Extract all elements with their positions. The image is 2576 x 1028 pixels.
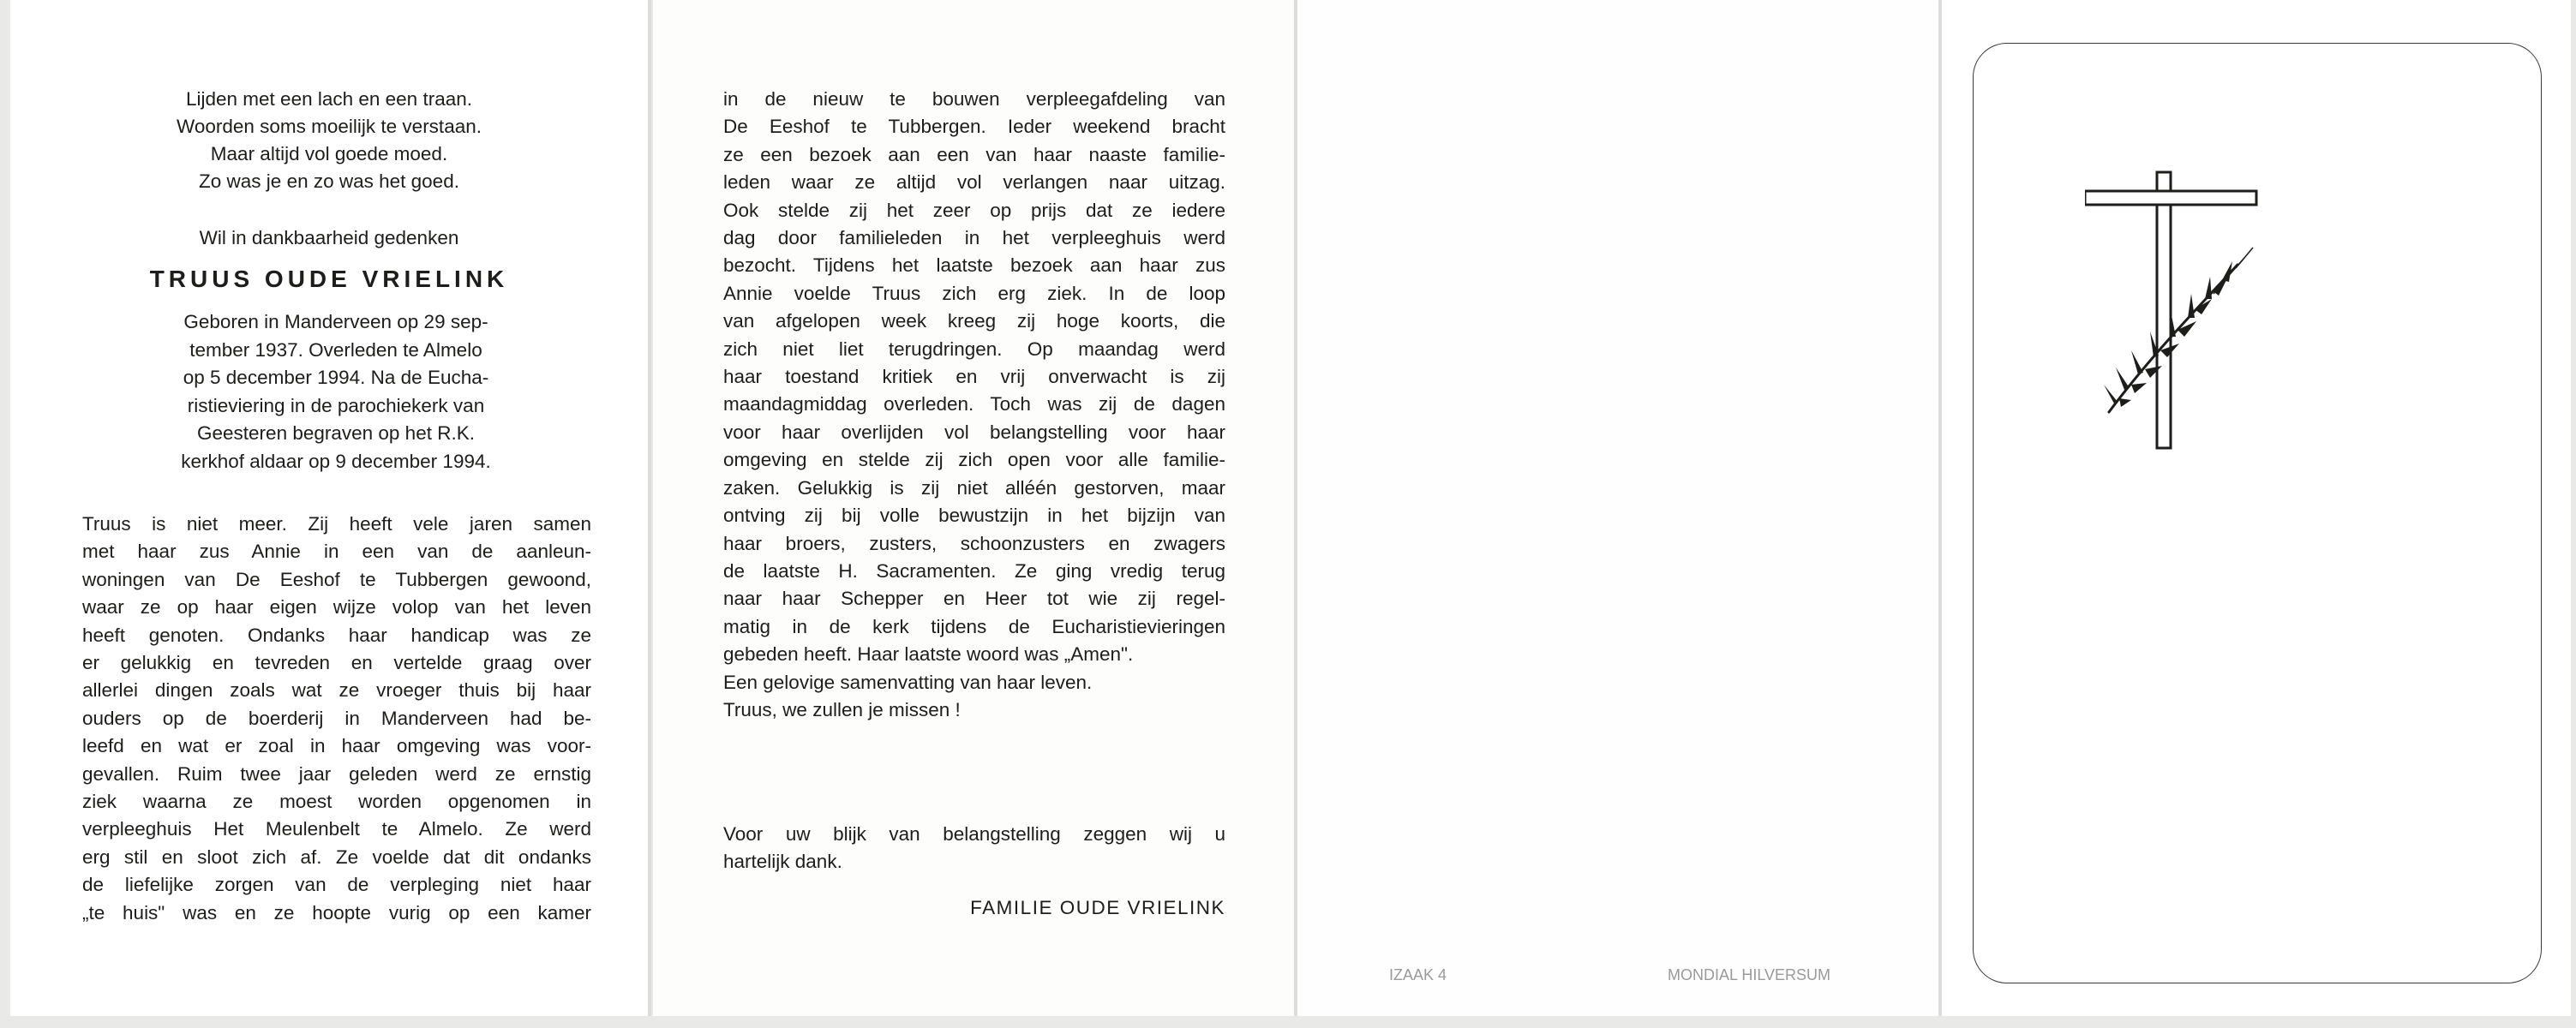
cover-border-frame [1973,43,2542,983]
biography-line: met haar zus Annie in een van de aanleun- [82,541,591,563]
poem-line: Woorden soms moeilijk te verstaan. [177,116,482,137]
biography-line: de laatste H. Sacramenten. Ze ging vredig terug [723,559,1225,582]
biography-line: gebeden heeft. Haar laatste woord was „Amen". [723,643,1134,666]
poem-line: Maar altijd vol goede moed. [210,143,448,164]
biography-line: haar broers, zusters, schoonzusters en zwagers [723,532,1225,554]
birth-line: op 5 december 1994. Na de Eucha- [183,367,489,388]
biography-part-1 [82,511,591,927]
thanks-line: Voor uw blijk van belangstelling zeggen wij u [723,823,1225,845]
biography-line: Een gelovige samenvatting van haar leven. [723,671,1093,693]
birth-line: tember 1937. Overleden te Almelo [189,338,482,361]
poem-line: Zo was je en zo was het goed. [199,170,459,192]
card-panel-back [1297,0,1938,1016]
biography-line: Ook stelde zij het zeer op prijs dat ze iedere [723,199,1225,221]
biography-line: leden waar ze altijd vol verlangen naar uitzag. [723,171,1225,194]
thanks-line: hartelijk dank. [723,851,842,873]
biography-line: zich niet liet terugdringen. Op maandag werd [723,338,1225,360]
printer-code: IZAAK 4 [1389,966,1447,983]
biography-line: bezocht. Tijdens het laatste bezoek aan haar zus [723,254,1225,277]
birth-line: Geesteren begraven op het R.K. [197,422,475,444]
biography-line: Truus, we zullen je missen ! [723,698,961,720]
biography-line: er gelukkig en tevreden en vertelde graag over [82,652,591,674]
biography-line: De Eeshof te Tubbergen. Ieder weekend bracht [723,116,1225,138]
biography-part-2 [723,86,1225,724]
deceased-name: TRUUS OUDE VRIELINK [149,266,509,292]
card-panel-cover [1942,0,2571,1016]
thanks-note [723,821,1225,876]
birth-death-details [154,308,518,475]
birth-line: kerkhof aldaar op 9 december 1994. [181,450,491,472]
biography-line: Annie voelde Truus zich erg ziek. In de loop [723,282,1225,304]
biography-line: ziek waarna ze moest worden opgenomen in [82,791,591,813]
cross-with-palm-branch-icon [2085,155,2308,463]
fold-line [648,0,651,1016]
biography-line: in de nieuw te bouwen verpleegafdeling van [723,88,1225,110]
biography-line: allerlei dingen zoals wat ze vroeger thuis bij haar [82,679,591,702]
biography-line: ouders op de boerderij in Manderveen had be- [82,707,591,729]
family-signature: FAMILIE OUDE VRIELINK [970,897,1225,918]
biography-line: waar ze op haar eigen wijze volop van het leven [82,596,591,619]
biography-line: omgeving en stelde zij zich open voor alle familie- [723,449,1225,471]
card-panel-front-text [10,0,648,1016]
biography-line: ontving zij bij volle bewustzijn in het bijzijn van [723,505,1225,527]
card-panel-inside-text [653,0,1294,1016]
biography-line: dag door familieleden in het verpleeghuis werd [723,227,1225,249]
biography-line: verpleeghuis Het Meulenbelt te Almelo. Ze werd [82,818,591,840]
birth-line: Geboren in Manderveen op 29 sep- [183,311,488,332]
biography-line: ze een bezoek aan een van haar naaste familie- [723,143,1225,165]
biography-line: zaken. Gelukkig is zij niet alléén gestorven, maar [723,476,1225,499]
biography-line: leefd en wat er zoal in haar omgeving was voor- [82,735,591,757]
biography-line: woningen van De Eeshof te Tubbergen gewoond, [82,568,591,590]
biography-line: de liefelijke zorgen van de verpleging niet haar [82,874,591,896]
biography-line: heeft genoten. Ondanks haar handicap was ze [82,624,591,646]
dedication-line: Wil in dankbaarheid gedenken [199,227,459,248]
birth-line: ristieviering in de parochiekerk van [187,394,485,416]
biography-line: naar haar Schepper en Heer tot wie zij regel- [723,588,1225,610]
printer-name: MONDIAL HILVERSUM [1668,966,1831,983]
biography-line: erg stil en sloot zich af. Ze voelde dat dit ondanks [82,846,591,868]
biography-line: gevallen. Ruim twee jaar geleden werd ze ernstig [82,762,591,785]
biography-line: matig in de kerk tijdens de Eucharistievieringen [723,615,1225,637]
poem [10,86,648,195]
biography-line: voor haar overlijden vol belangstelling voor haar [723,421,1225,443]
biography-line: maandagmiddag overleden. Toch was zij de dagen [723,393,1225,415]
biography-line: haar toestand kritiek en vrij onverwacht is zij [723,366,1225,388]
poem-line: Lijden met een lach en een traan. [186,88,472,110]
biography-line: „te huis" was en ze hoopte vurig op een kamer [82,901,591,923]
biography-line: van afgelopen week kreeg zij hoge koorts, die [723,310,1225,332]
biography-line: Truus is niet meer. Zij heeft vele jaren samen [82,513,591,535]
